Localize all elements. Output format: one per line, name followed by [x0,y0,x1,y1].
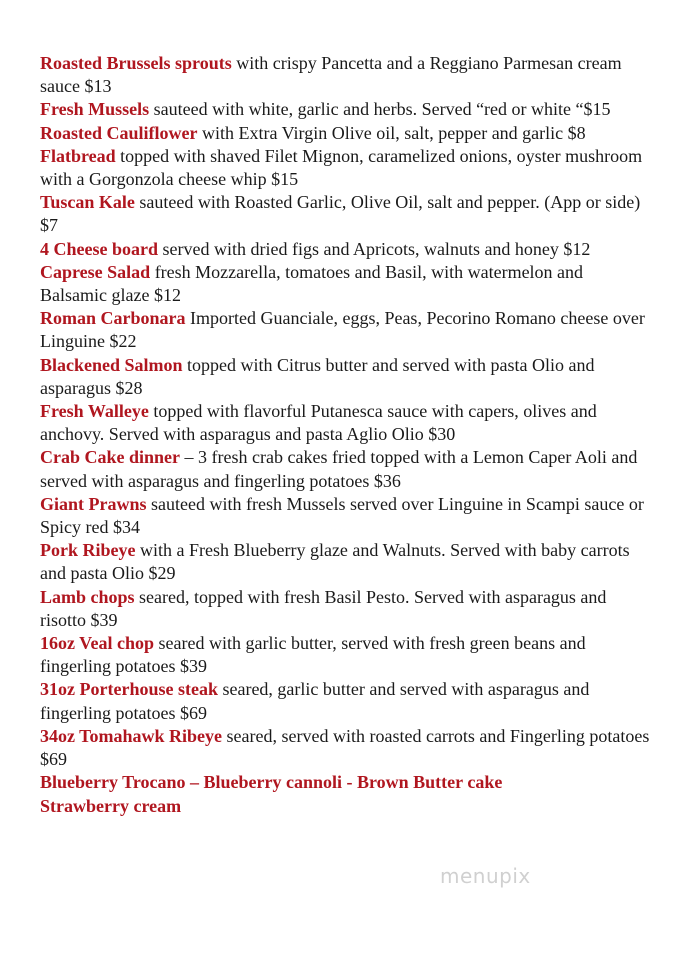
menu-item-name: Tuscan Kale [40,192,135,213]
menu-item-name: Caprese Salad [40,261,151,282]
menu-list [40,52,650,818]
menu-item-description: sauteed with white, garlic and herbs. Served “red or white “$15 [149,99,611,120]
menu-item-description: seared with garlic butter, served with fresh green beans and fingerling potatoes $39 [40,633,586,677]
menu-item [40,52,650,98]
menu-item [40,122,650,145]
menu-item [40,632,650,678]
menu-item-description: with crispy Pancetta and a Reggiano Parmesan cream sauce $13 [40,53,622,97]
menu-item-name: 31oz Porterhouse steak [40,679,218,700]
menu-item-name: Fresh Walleye [40,401,149,422]
menu-item-description: with a Fresh Blueberry glaze and Walnuts. Served with baby carrots and pasta Olio $29 [40,540,630,584]
menu-item [40,98,650,121]
menu-item [40,586,650,632]
menu-item-name: Roman Carbonara [40,308,186,329]
menu-item-description: seared, garlic butter and served with asparagus and fingerling potatoes $69 [40,679,590,723]
menu-item-description: fresh Mozzarella, tomatoes and Basil, with watermelon and Balsamic glaze $12 [40,261,584,306]
menu-item [40,307,650,353]
menu-item-description: with Extra Virgin Olive oil, salt, pepper and garlic $8 [197,122,586,143]
menu-item-description: Imported Guanciale, eggs, Peas, Pecorino Romano cheese over Linguine $22 [40,308,645,352]
menu-item [40,678,650,724]
menu-item [40,446,650,492]
menu-item [40,354,650,400]
menu-item-name: Roasted Cauliflower [40,122,198,143]
menu-item-name: Blackened Salmon [40,354,183,375]
menu-item [40,261,650,307]
menu-item-description: seared, served with roasted carrots and Fingerling potatoes $69 [40,725,650,770]
menu-item-description: topped with shaved Filet Mignon, caramelized onions, oyster mushroom with a Gorgonzola cheese whip $15 [40,145,643,190]
menu-item-name: Fresh Mussels [40,99,150,120]
menu-item [40,539,650,585]
menu-item-name: 4 Cheese board [40,238,158,259]
menu-item-name: 34oz Tomahawk Ribeye [40,725,223,746]
menu-item [40,493,650,539]
menu-item-name: Pork Ribeye [40,540,136,561]
menu-item [40,238,650,261]
menu-item [40,725,650,771]
desserts-line-2: Strawberry cream [40,795,182,816]
menu-item-name: 16oz Veal chop [40,633,155,654]
menu-item-name: Lamb chops [40,586,135,607]
menupix-watermark: menupix [440,864,531,888]
menu-item-name: Roasted Brussels sprouts [40,53,232,73]
menu-item [40,400,650,446]
menu-item-name: Crab Cake dinner [40,447,181,468]
menu-item-description: sauteed with fresh Mussels served over Linguine in Scampi sauce or Spicy red $34 [40,493,644,538]
menu-item-description: served with dried figs and Apricots, walnuts and honey $12 [158,238,591,259]
menu-item-name: Flatbread [40,145,116,166]
menu-item-description: seared, topped with fresh Basil Pesto. Served with asparagus and risotto $39 [40,586,607,630]
menu-item-description: – 3 fresh crab cakes fried topped with a Lemon Caper Aoli and served with asparagus and fingerling potatoes $36 [40,447,638,491]
desserts-line-1: Blueberry Trocano – Blueberry cannoli - Brown Butter cake [40,772,503,793]
menu-item-description: topped with Citrus butter and served with pasta Olio and asparagus $28 [40,354,595,398]
menu-item-name: Giant Prawns [40,493,147,514]
menu-item [40,191,650,237]
menu-item-description: sauteed with Roasted Garlic, Olive Oil, salt and pepper. (App or side) $7 [40,192,641,236]
menu-item-description: topped with flavorful Putanesca sauce with capers, olives and anchovy. Served with asparagus and pasta Aglio Olio $30 [40,401,597,445]
menu-item [40,145,650,191]
